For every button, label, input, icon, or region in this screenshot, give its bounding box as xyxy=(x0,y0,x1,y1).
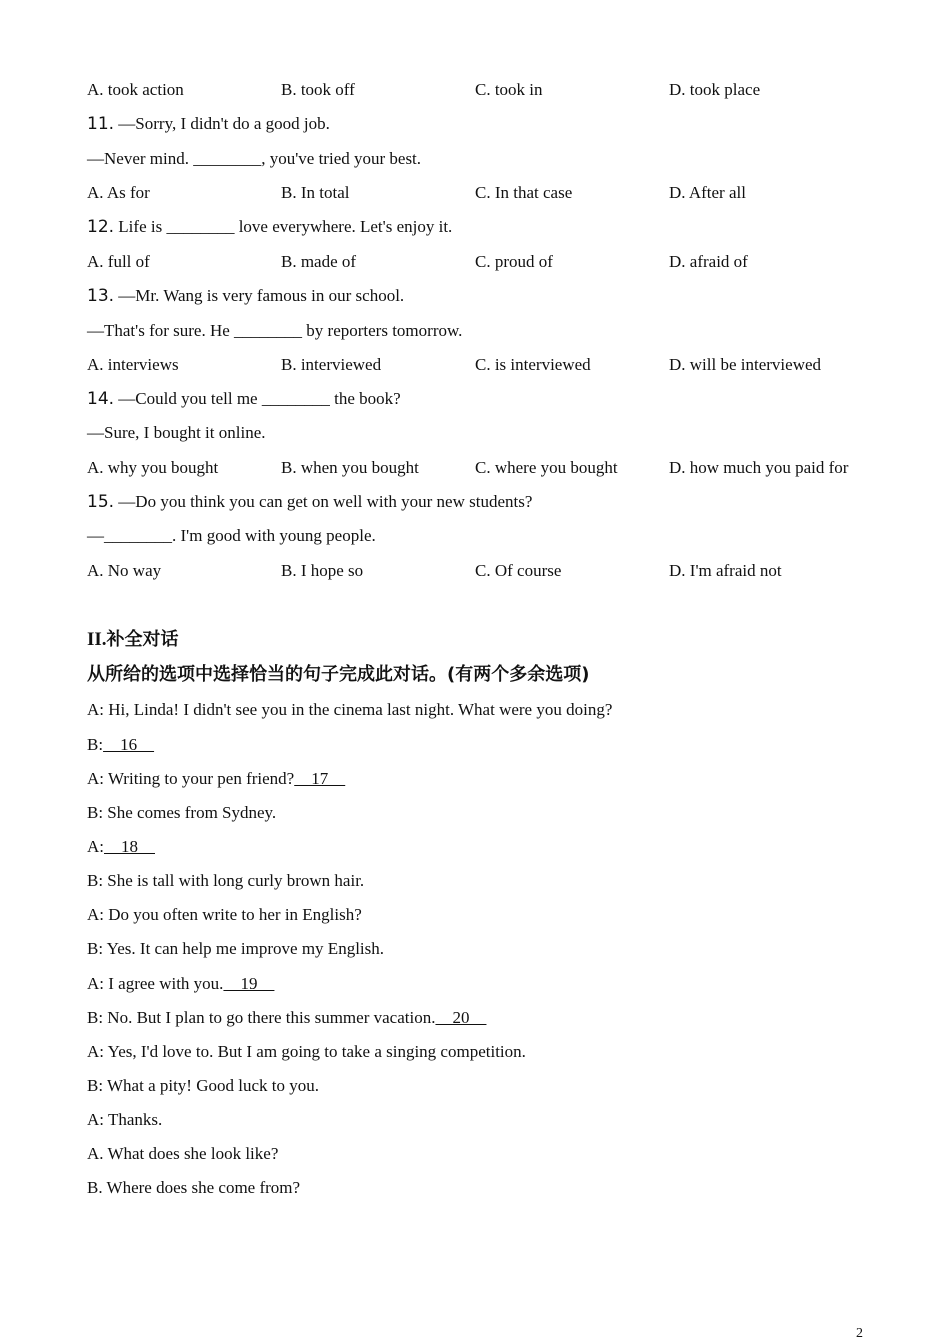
option-b: B. interviewed xyxy=(281,355,382,374)
dialog-line xyxy=(87,971,910,997)
q11-response: —Never mind. ________, you've tried your best. xyxy=(87,149,422,168)
q12-options xyxy=(87,249,887,275)
option-c: C. is interviewed xyxy=(475,355,591,374)
dialog-line: A: Do you often write to her in English? xyxy=(87,905,362,924)
option-a: A. As for xyxy=(87,183,150,202)
dialog-line: B: What a pity! Good luck to you. xyxy=(87,1076,319,1095)
option-c: C. where you bought xyxy=(475,458,618,477)
dialog-text: A: Writing to your pen friend? xyxy=(87,769,295,788)
section-instruction: 从所给的选项中选择恰当的句子完成此对话。(有两个多余选项) xyxy=(87,664,590,685)
option-a: A. interviews xyxy=(87,355,179,374)
q15-stem xyxy=(87,489,910,515)
choice-b: B. Where does she come from? xyxy=(87,1178,301,1197)
blank-16: 16 xyxy=(103,735,155,754)
question-text: —Could you tell me ________ the book? xyxy=(114,389,401,408)
dialog-line xyxy=(87,834,910,860)
option-c: C. In that case xyxy=(475,183,573,202)
question-number: 14. xyxy=(87,389,115,409)
dialog-line: B: Yes. It can help me improve my English. xyxy=(87,939,385,958)
q13-options xyxy=(87,352,887,378)
q13-stem xyxy=(87,283,910,309)
q10-options xyxy=(87,77,887,103)
question-text: —Mr. Wang is very famous in our school. xyxy=(114,286,405,305)
choice-a: A. What does she look like? xyxy=(87,1144,279,1163)
question-number: 15. xyxy=(87,492,115,512)
dialog-line: B: She comes from Sydney. xyxy=(87,803,277,822)
q15-options xyxy=(87,558,887,584)
q15-response: —________. I'm good with young people. xyxy=(87,526,376,545)
blank-19: 19 xyxy=(223,974,275,993)
blank-18: 18 xyxy=(104,837,155,856)
dialog-line xyxy=(87,1005,910,1031)
dialog-line xyxy=(87,732,910,758)
question-text: Life is ________ love everywhere. Let's enjoy it. xyxy=(114,217,453,236)
dialog-line: A: Yes, I'd love to. But I am going to take a singing competition. xyxy=(87,1042,526,1061)
dialog-line: A: Thanks. xyxy=(87,1110,163,1129)
option-d: D. took place xyxy=(669,80,761,99)
q12-stem xyxy=(87,214,910,240)
q11-stem xyxy=(87,111,910,137)
section-title: 补全对话 xyxy=(106,629,179,650)
option-d: D. afraid of xyxy=(669,252,748,271)
dialog-text: A: I agree with you. xyxy=(87,974,224,993)
option-b: B. I hope so xyxy=(281,561,364,580)
option-d: D. how much you paid for xyxy=(669,458,849,477)
option-c: C. took in xyxy=(475,80,543,99)
option-a: A. No way xyxy=(87,561,162,580)
question-text: —Sorry, I didn't do a good job. xyxy=(114,114,330,133)
option-b: B. when you bought xyxy=(281,458,419,477)
question-number: 11. xyxy=(87,114,115,134)
option-c: C. Of course xyxy=(475,561,562,580)
option-a: A. full of xyxy=(87,252,150,271)
page-number: 2 xyxy=(856,1326,863,1341)
section-roman: II. xyxy=(87,629,107,650)
option-c: C. proud of xyxy=(475,252,553,271)
dialog-text: B: No. But I plan to go there this summer vacation. xyxy=(87,1008,436,1027)
q11-options xyxy=(87,180,887,206)
option-b: B. made of xyxy=(281,252,357,271)
dialog-line: A: Hi, Linda! I didn't see you in the cinema last night. What were you doing? xyxy=(87,700,613,719)
section-heading xyxy=(87,627,910,653)
option-d: D. After all xyxy=(669,183,746,202)
q14-options xyxy=(87,455,887,481)
speaker: B: xyxy=(87,735,104,754)
option-d: D. I'm afraid not xyxy=(669,561,782,580)
q14-stem xyxy=(87,386,910,412)
blank-17: 17 xyxy=(294,769,346,788)
option-b: B. took off xyxy=(281,80,355,99)
option-b: B. In total xyxy=(281,183,350,202)
dialog-line: B: She is tall with long curly brown hair. xyxy=(87,871,365,890)
question-number: 13. xyxy=(87,286,115,306)
dialog-line xyxy=(87,766,910,792)
option-a: A. took action xyxy=(87,80,184,99)
question-number: 12. xyxy=(87,217,115,237)
q13-response: —That's for sure. He ________ by reporters tomorrow. xyxy=(87,321,463,340)
blank-20: 20 xyxy=(435,1008,487,1027)
speaker: A: xyxy=(87,837,104,856)
question-text: —Do you think you can get on well with your new students? xyxy=(114,492,533,511)
q14-response: —Sure, I bought it online. xyxy=(87,423,266,442)
option-a: A. why you bought xyxy=(87,458,219,477)
option-d: D. will be interviewed xyxy=(669,355,822,374)
